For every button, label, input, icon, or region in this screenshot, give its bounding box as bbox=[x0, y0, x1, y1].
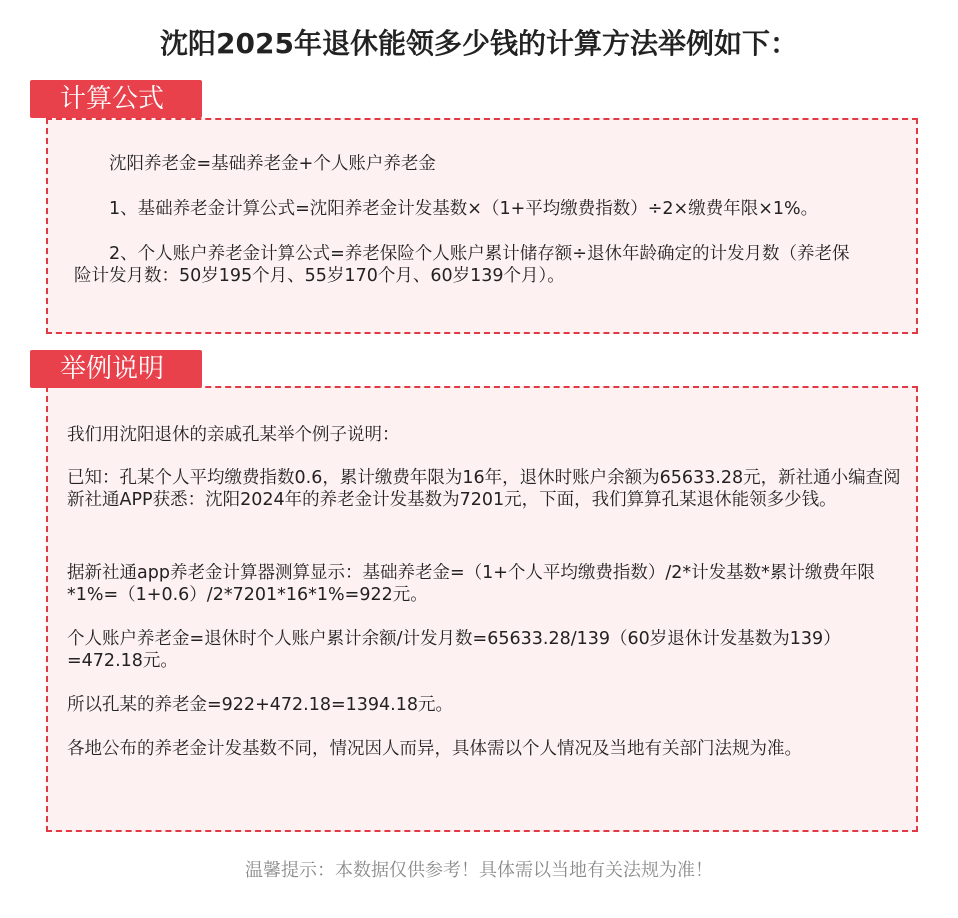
formula-line-3: 2、个人账户养老金计算公式=养老保险个人账户累计储存额÷退休年龄确定的计发月数（养老保险计发月数：50岁195个月、55岁170个月、60岁139个月）。 bbox=[74, 244, 850, 286]
example-paragraph-1: 我们用沈阳退休的亲戚孔某举个例子说明： bbox=[67, 425, 400, 445]
example-paragraph-4: 个人账户养老金=退休时个人账户累计余额/计发月数=65633.28/139（60岁退休计发基数为139）=472.18元。 bbox=[67, 629, 841, 671]
example-box bbox=[46, 386, 918, 832]
page-title: 沈阳2025年退休能领多少钱的计算方法举例如下： bbox=[160, 27, 798, 60]
example-paragraph-6: 各地公布的养老金计发基数不同，情况因人而异，具体需以个人情况及当地有关部门法规为准。 bbox=[67, 739, 802, 759]
example-paragraph-2: 已知：孔某个人平均缴费指数0.6，累计缴费年限为16年，退休时账户余额为65633.28元，新社通小编查阅新社通APP获悉：沈阳2024年的养老金计发基数为7201元，下面，我们算算孔某退休能领多少钱。 bbox=[67, 468, 901, 510]
formula-box bbox=[46, 118, 918, 334]
example-paragraph-3: 据新社通app养老金计算器测算显示：基础养老金=（1+个人平均缴费指数）/2*计发基数*累计缴费年限*1%=（1+0.6）/2*7201*16*1%=922元。 bbox=[67, 563, 875, 605]
section-tag-formula: 计算公式 bbox=[30, 80, 202, 118]
formula-line-2: 1、基础养老金计算公式=沈阳养老金计发基数×（1+平均缴费指数）÷2×缴费年限×1%。 bbox=[109, 199, 819, 219]
section-tag-example: 举例说明 bbox=[30, 350, 202, 388]
footer-note: 温馨提示：本数据仅供参考！具体需以当地有关法规为准！ bbox=[245, 860, 713, 881]
formula-line-1: 沈阳养老金=基础养老金+个人账户养老金 bbox=[109, 154, 436, 174]
example-paragraph-5: 所以孔某的养老金=922+472.18=1394.18元。 bbox=[67, 695, 453, 715]
